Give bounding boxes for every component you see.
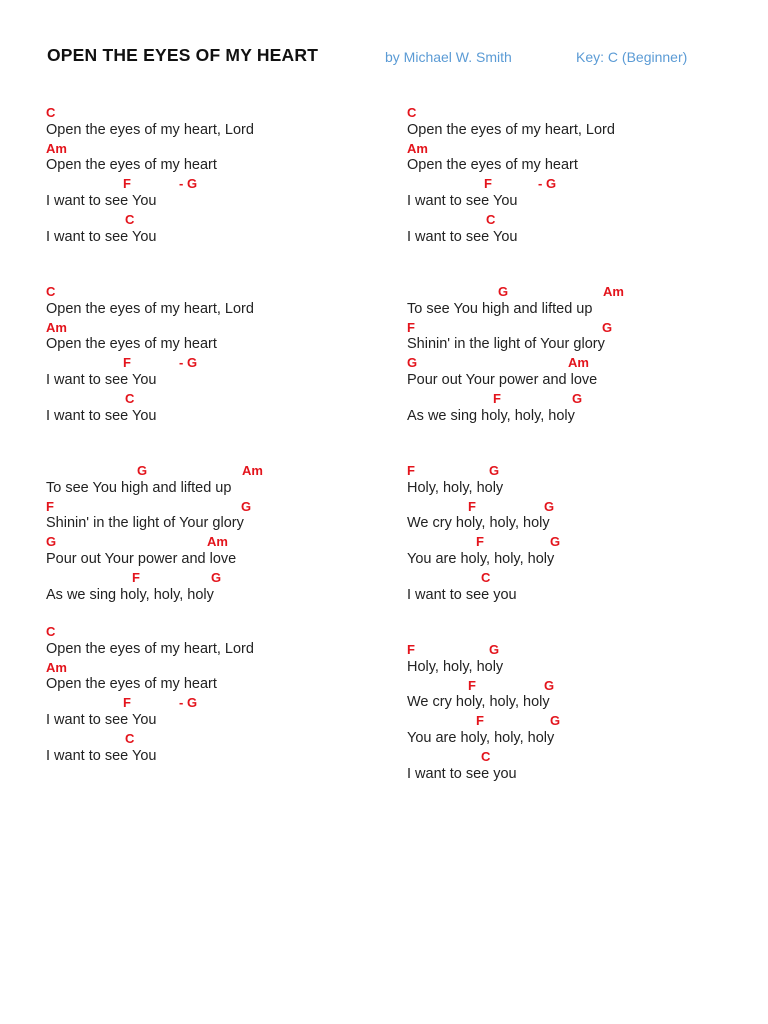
song-key: Key: C (Beginner): [576, 49, 688, 65]
stanza: [407, 283, 737, 425]
chord: C: [46, 624, 56, 639]
chord: G: [498, 284, 509, 299]
chord-line: [407, 677, 737, 695]
stanza: [46, 462, 376, 604]
chord-line: [46, 175, 376, 193]
lyric-line: Pour out Your power and love: [46, 550, 237, 567]
chord: F: [407, 463, 415, 478]
chord: C: [486, 211, 496, 227]
chord-line: [46, 498, 376, 516]
lyric-line: I want to see You: [46, 407, 157, 424]
chord: Am: [603, 284, 624, 299]
lyric-line: Open the eyes of my heart, Lord: [46, 121, 254, 138]
chord-line: [407, 211, 737, 229]
lyric-line: I want to see You: [46, 192, 157, 209]
chord: G: [407, 355, 418, 371]
chord-line: [46, 694, 376, 712]
chord-line: [46, 390, 376, 408]
lyric-line: I want to see You: [407, 192, 518, 209]
chord-line: [46, 659, 376, 677]
chord: Am: [207, 534, 228, 550]
chord: G: [241, 498, 252, 514]
lyric-line: I want to see you: [407, 765, 517, 782]
chord: F: [123, 695, 131, 711]
chord: G: [46, 534, 57, 550]
lyric-line: I want to see You: [46, 711, 157, 728]
chord: F: [484, 176, 492, 192]
chord: Am: [46, 140, 67, 156]
chord: G: [602, 319, 613, 335]
stanza: [46, 623, 376, 765]
lyric-line: We cry holy, holy, holy: [407, 515, 550, 532]
chord: - G: [179, 695, 198, 711]
chord: F: [46, 498, 54, 514]
chord: G: [489, 642, 500, 657]
lyric-line: I want to see You: [46, 371, 157, 388]
song-author: by Michael W. Smith: [385, 49, 512, 65]
lyric-line: Shinin' in the light of Your glory: [46, 515, 244, 532]
lyric-line: To see You high and lifted up: [46, 479, 232, 496]
lyric-line: Open the eyes of my heart: [46, 157, 217, 174]
stanza: [46, 283, 376, 425]
chord: - G: [179, 355, 198, 371]
chord-line: [407, 533, 737, 551]
lyric-line: You are holy, holy, holy: [407, 729, 555, 746]
lyric-line: I want to see You: [46, 228, 157, 245]
lyric-line: Open the eyes of my heart: [407, 157, 578, 174]
chord: F: [468, 677, 476, 693]
chord: F: [123, 176, 131, 192]
chord-line: [407, 354, 737, 372]
lyric-line: Holy, holy, holy: [407, 658, 504, 675]
chord-line: [407, 140, 737, 158]
chord-line: [46, 730, 376, 748]
lyric-line: Open the eyes of my heart, Lord: [46, 300, 254, 317]
chord-line: [46, 623, 376, 641]
chord: C: [407, 105, 417, 120]
lyric-line: I want to see You: [407, 228, 518, 245]
chord: C: [125, 730, 135, 746]
chord-line: [46, 569, 376, 587]
chord-line: [46, 354, 376, 372]
chord-line: [407, 175, 737, 193]
chord: F: [476, 534, 484, 550]
chord: Am: [242, 463, 263, 478]
lyric-line: We cry holy, holy, holy: [407, 694, 550, 711]
chord-line: [407, 641, 737, 659]
lyric-line: Open the eyes of my heart, Lord: [407, 121, 615, 138]
stanza: [407, 641, 737, 783]
chord-line: [407, 748, 737, 766]
chord-line: [407, 569, 737, 587]
chord: F: [493, 390, 501, 406]
chord: - G: [538, 176, 557, 192]
lyric-line: As we sing holy, holy, holy: [407, 407, 575, 424]
chord-line: [46, 104, 376, 122]
lyric-line: I want to see You: [46, 747, 157, 764]
chord: F: [476, 713, 484, 729]
chord-line: [407, 712, 737, 730]
chord-line: [46, 319, 376, 337]
lyric-line: Open the eyes of my heart: [46, 336, 217, 353]
lyric-line: Open the eyes of my heart, Lord: [46, 640, 254, 657]
chord: Am: [46, 659, 67, 675]
chord-line: [407, 462, 737, 480]
lyric-line: You are holy, holy, holy: [407, 550, 555, 567]
chord: G: [572, 390, 583, 406]
chord: G: [544, 498, 555, 514]
chord: C: [481, 569, 491, 585]
chord-line: [46, 533, 376, 551]
chord: G: [137, 463, 148, 478]
stanza: [407, 104, 737, 246]
chord-line: [46, 211, 376, 229]
chord: Am: [407, 140, 428, 156]
chord-line: [46, 140, 376, 158]
chord: F: [407, 319, 415, 335]
chord: G: [550, 534, 561, 550]
chord: F: [132, 569, 140, 585]
chord-line: [407, 390, 737, 408]
chord: C: [125, 390, 135, 406]
chord: Am: [46, 319, 67, 335]
chord: C: [46, 284, 56, 299]
lyric-line: To see You high and lifted up: [407, 300, 593, 317]
chord: C: [125, 211, 135, 227]
chord: C: [481, 748, 491, 764]
chord: - G: [179, 176, 198, 192]
lyric-line: Open the eyes of my heart: [46, 676, 217, 693]
lyric-line: Holy, holy, holy: [407, 479, 504, 496]
chord-line: [46, 283, 376, 301]
song-title: OPEN THE EYES OF MY HEART: [47, 45, 319, 65]
chord: F: [468, 498, 476, 514]
chord: C: [46, 105, 56, 120]
lyric-line: As we sing holy, holy, holy: [46, 586, 214, 603]
chord: G: [489, 463, 500, 478]
lyric-line: Shinin' in the light of Your glory: [407, 336, 605, 353]
chord-line: [407, 104, 737, 122]
lyric-line: Pour out Your power and love: [407, 371, 598, 388]
stanza: [46, 104, 376, 246]
chord-line: [407, 498, 737, 516]
stanza: [407, 462, 737, 604]
chord: G: [550, 713, 561, 729]
chord-line: [46, 462, 376, 480]
chord: Am: [568, 355, 589, 371]
chord: F: [123, 355, 131, 371]
chord: G: [211, 569, 222, 585]
chord: F: [407, 642, 415, 657]
chord-line: [407, 319, 737, 337]
chord: G: [544, 677, 555, 693]
chord-line: [407, 283, 737, 301]
lyric-line: I want to see you: [407, 586, 517, 603]
